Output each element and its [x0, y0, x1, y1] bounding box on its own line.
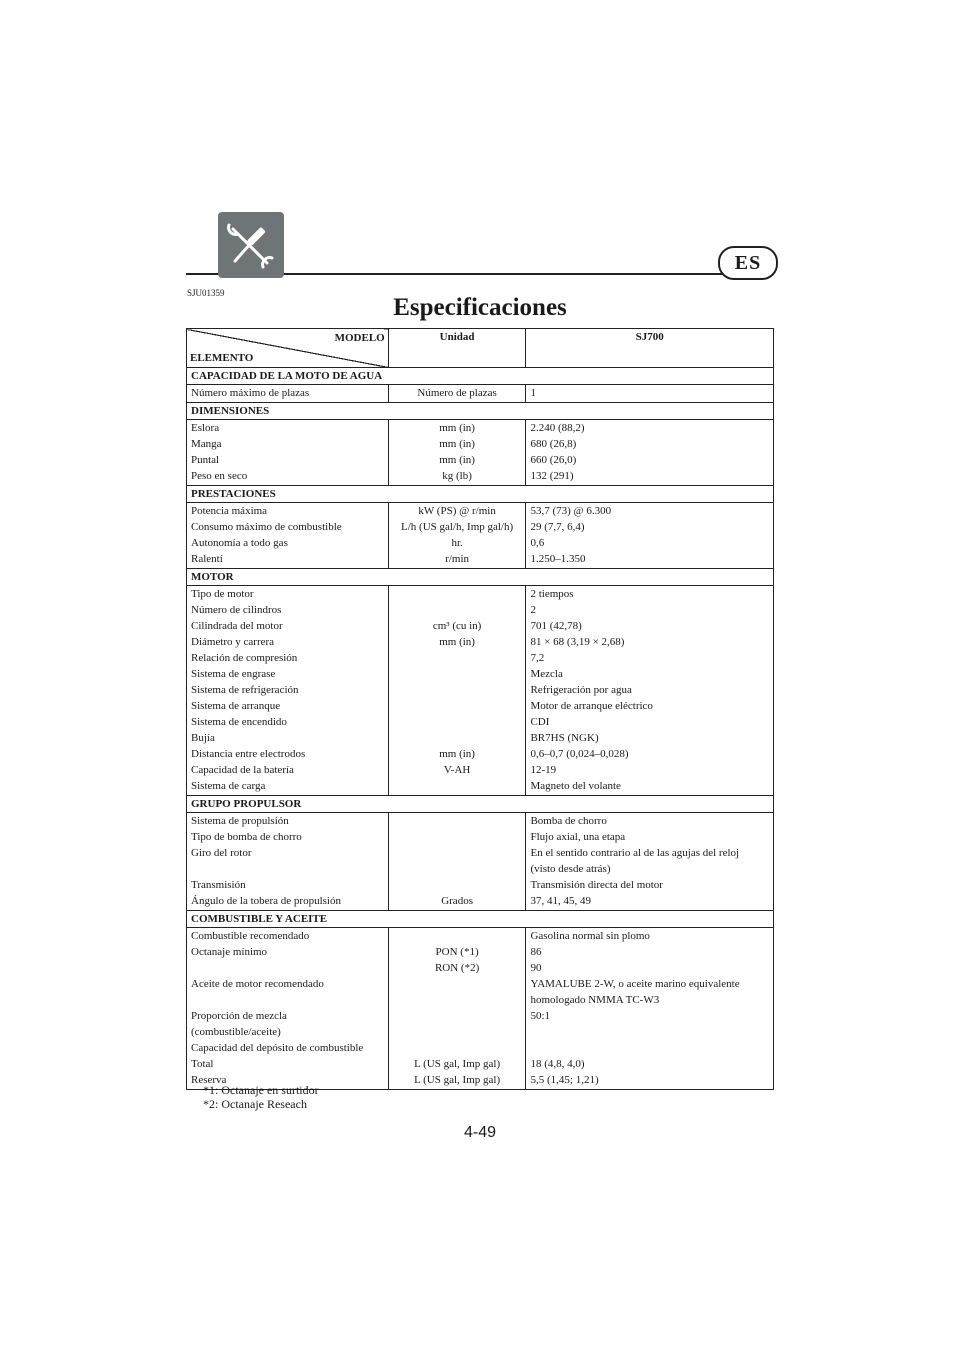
table-row [187, 746, 774, 762]
unit-cell: mm (in) [388, 634, 526, 650]
table-row [187, 551, 774, 569]
section-header-row [187, 403, 774, 420]
table-row [187, 452, 774, 468]
page-number: 4-49 [463, 1124, 497, 1141]
table-row [187, 944, 774, 960]
value-cell: 1.250–1.350 [526, 551, 774, 569]
table-row [187, 618, 774, 634]
value-cell: Refrigeración por agua [526, 682, 774, 698]
value-cell: 90 [526, 960, 774, 976]
unit-cell [388, 698, 526, 714]
unit-cell [388, 730, 526, 746]
section-title: DIMENSIONES [187, 403, 774, 420]
item-cell: Cilindrada del motor [187, 618, 389, 634]
item-cell: Sistema de engrase [187, 666, 389, 682]
item-cell: Total [187, 1056, 389, 1072]
table-row [187, 877, 774, 893]
item-cell: Octanaje mínimo [187, 944, 389, 960]
unit-cell [388, 1024, 526, 1040]
value-cell: BR7HS (NGK) [526, 730, 774, 746]
item-cell [187, 960, 389, 976]
item-cell: Potencia máxima [187, 503, 389, 520]
footnote: *1: Octanaje en surtidor [203, 1083, 319, 1097]
item-cell: Capacidad del depósito de combustible [187, 1040, 389, 1056]
table-row [187, 468, 774, 486]
value-cell: (visto desde atrás) [526, 861, 774, 877]
item-cell: Transmisión [187, 877, 389, 893]
value-cell: 81 × 68 (3,19 × 2,68) [526, 634, 774, 650]
table-row [187, 1024, 774, 1040]
value-cell: 86 [526, 944, 774, 960]
item-cell: Número máximo de plazas [187, 385, 389, 403]
item-cell: Número de cilindros [187, 602, 389, 618]
specifications-table [186, 328, 774, 1090]
item-cell: Ralentí [187, 551, 389, 569]
table-row [187, 762, 774, 778]
corner-item-label: ELEMENTO [190, 352, 254, 364]
model-column-header: SJ700 [526, 329, 774, 368]
value-cell: 2.240 (88,2) [526, 420, 774, 437]
value-cell: 701 (42,78) [526, 618, 774, 634]
value-cell: 18 (4,8, 4,0) [526, 1056, 774, 1072]
table-row [187, 845, 774, 861]
item-cell: Tipo de bomba de chorro [187, 829, 389, 845]
item-cell: Distancia entre electrodos [187, 746, 389, 762]
unit-cell: V-AH [388, 762, 526, 778]
value-cell: 680 (26,8) [526, 436, 774, 452]
table-row [187, 385, 774, 403]
unit-cell [388, 845, 526, 861]
table-row [187, 992, 774, 1008]
value-cell: Transmisión directa del motor [526, 877, 774, 893]
unit-cell [388, 813, 526, 830]
unit-cell [388, 586, 526, 603]
value-cell: 7,2 [526, 650, 774, 666]
table-row [187, 928, 774, 945]
table-row [187, 698, 774, 714]
value-cell: 660 (26,0) [526, 452, 774, 468]
unit-cell: cm³ (cu in) [388, 618, 526, 634]
value-cell: 0,6–0,7 (0,024–0,028) [526, 746, 774, 762]
item-cell: Giro del rotor [187, 845, 389, 861]
value-cell: 2 [526, 602, 774, 618]
unit-cell: L (US gal, Imp gal) [388, 1072, 526, 1090]
table-row [187, 682, 774, 698]
value-cell [526, 1040, 774, 1056]
value-cell: 132 (291) [526, 468, 774, 486]
value-cell: Flujo axial, una etapa [526, 829, 774, 845]
unit-cell: mm (in) [388, 420, 526, 437]
table-row [187, 1056, 774, 1072]
item-cell: Capacidad de la batería [187, 762, 389, 778]
section-header-row [187, 911, 774, 928]
value-cell: Gasolina normal sin plomo [526, 928, 774, 945]
table-row [187, 960, 774, 976]
item-cell: Ángulo de la tobera de propulsión [187, 893, 389, 911]
table-row [187, 503, 774, 520]
unit-cell: hr. [388, 535, 526, 551]
unit-cell [388, 778, 526, 796]
unit-cell [388, 861, 526, 877]
section-header-row [187, 486, 774, 503]
table-row [187, 586, 774, 603]
value-cell: Mezcla [526, 666, 774, 682]
item-cell: Reserva [187, 1072, 389, 1090]
table-row [187, 436, 774, 452]
unit-cell: Número de plazas [388, 385, 526, 403]
item-cell [187, 861, 389, 877]
item-cell: Puntal [187, 452, 389, 468]
footnote: *2: Octanaje Reseach [203, 1097, 307, 1111]
item-cell: Sistema de carga [187, 778, 389, 796]
item-cell [187, 992, 389, 1008]
tools-icon [218, 212, 284, 278]
item-cell: Aceite de motor recomendado [187, 976, 389, 992]
item-cell: Sistema de refrigeración [187, 682, 389, 698]
section-header-row [187, 368, 774, 385]
value-cell: YAMALUBE 2-W, o aceite marino equivalente [526, 976, 774, 992]
table-row [187, 813, 774, 830]
table-row [187, 829, 774, 845]
unit-cell [388, 602, 526, 618]
unit-cell [388, 666, 526, 682]
table-header-row [187, 329, 774, 368]
section-header-row [187, 569, 774, 586]
table-row [187, 650, 774, 666]
item-cell: Autonomía a todo gas [187, 535, 389, 551]
section-title: GRUPO PROPULSOR [187, 796, 774, 813]
table-row [187, 730, 774, 746]
value-cell: 53,7 (73) @ 6.300 [526, 503, 774, 520]
section-title: COMBUSTIBLE Y ACEITE [187, 911, 774, 928]
value-cell: 5,5 (1,45; 1,21) [526, 1072, 774, 1090]
value-cell: Bomba de chorro [526, 813, 774, 830]
item-cell: Tipo de motor [187, 586, 389, 603]
unit-cell: kW (PS) @ r/min [388, 503, 526, 520]
unit-column-header: Unidad [388, 329, 526, 368]
document-code: SJU01359 [187, 288, 225, 298]
value-cell: 1 [526, 385, 774, 403]
section-header-row [187, 796, 774, 813]
table-row [187, 861, 774, 877]
item-cell: Peso en seco [187, 468, 389, 486]
unit-cell: L/h (US gal/h, Imp gal/h) [388, 519, 526, 535]
table-row [187, 976, 774, 992]
unit-cell [388, 829, 526, 845]
table-row [187, 893, 774, 911]
item-cell: Bujía [187, 730, 389, 746]
unit-cell [388, 650, 526, 666]
item-cell: Sistema de arranque [187, 698, 389, 714]
value-cell: CDI [526, 714, 774, 730]
value-cell: 0,6 [526, 535, 774, 551]
unit-cell [388, 877, 526, 893]
value-cell: En el sentido contrario al de las agujas del reloj [526, 845, 774, 861]
table-row [187, 602, 774, 618]
unit-cell: PON (*1) [388, 944, 526, 960]
value-cell: 37, 41, 45, 49 [526, 893, 774, 911]
table-row [187, 1008, 774, 1024]
unit-cell [388, 928, 526, 945]
unit-cell [388, 976, 526, 992]
unit-cell: r/min [388, 551, 526, 569]
value-cell: Motor de arranque eléctrico [526, 698, 774, 714]
unit-cell [388, 1008, 526, 1024]
item-cell: Combustible recomendado [187, 928, 389, 945]
unit-cell: L (US gal, Imp gal) [388, 1056, 526, 1072]
table-row [187, 634, 774, 650]
table-row [187, 519, 774, 535]
page-title: Especificaciones [393, 294, 567, 321]
language-badge: ES [718, 246, 778, 280]
corner-model-label: MODELO [334, 332, 385, 344]
item-cell: Proporción de mezcla [187, 1008, 389, 1024]
item-cell: Sistema de encendido [187, 714, 389, 730]
unit-cell: mm (in) [388, 452, 526, 468]
table-row [187, 778, 774, 796]
unit-cell: mm (in) [388, 436, 526, 452]
value-cell: 2 tiempos [526, 586, 774, 603]
item-cell: Consumo máximo de combustible [187, 519, 389, 535]
unit-cell: RON (*2) [388, 960, 526, 976]
table-row [187, 535, 774, 551]
unit-cell: kg (lb) [388, 468, 526, 486]
item-cell: Relación de compresión [187, 650, 389, 666]
item-cell: Diámetro y carrera [187, 634, 389, 650]
unit-cell [388, 1040, 526, 1056]
item-cell: Manga [187, 436, 389, 452]
value-cell: homologado NMMA TC-W3 [526, 992, 774, 1008]
unit-cell [388, 682, 526, 698]
value-cell: Magneto del volante [526, 778, 774, 796]
unit-cell: mm (in) [388, 746, 526, 762]
section-title: CAPACIDAD DE LA MOTO DE AGUA [187, 368, 774, 385]
unit-cell: Grados [388, 893, 526, 911]
table-row [187, 666, 774, 682]
item-cell: Sistema de propulsión [187, 813, 389, 830]
value-cell [526, 1024, 774, 1040]
section-title: PRESTACIONES [187, 486, 774, 503]
footnotes [203, 1083, 319, 1111]
unit-cell [388, 992, 526, 1008]
value-cell: 50:1 [526, 1008, 774, 1024]
table-row [187, 714, 774, 730]
specifications-table-body [187, 368, 774, 1090]
item-cell: (combustible/aceite) [187, 1024, 389, 1040]
value-cell: 12-19 [526, 762, 774, 778]
table-row [187, 420, 774, 437]
section-title: MOTOR [187, 569, 774, 586]
corner-header-cell [187, 329, 389, 368]
wrench-screwdriver-icon [223, 217, 279, 273]
unit-cell [388, 714, 526, 730]
item-cell: Eslora [187, 420, 389, 437]
value-cell: 29 (7,7, 6,4) [526, 519, 774, 535]
table-row [187, 1040, 774, 1056]
